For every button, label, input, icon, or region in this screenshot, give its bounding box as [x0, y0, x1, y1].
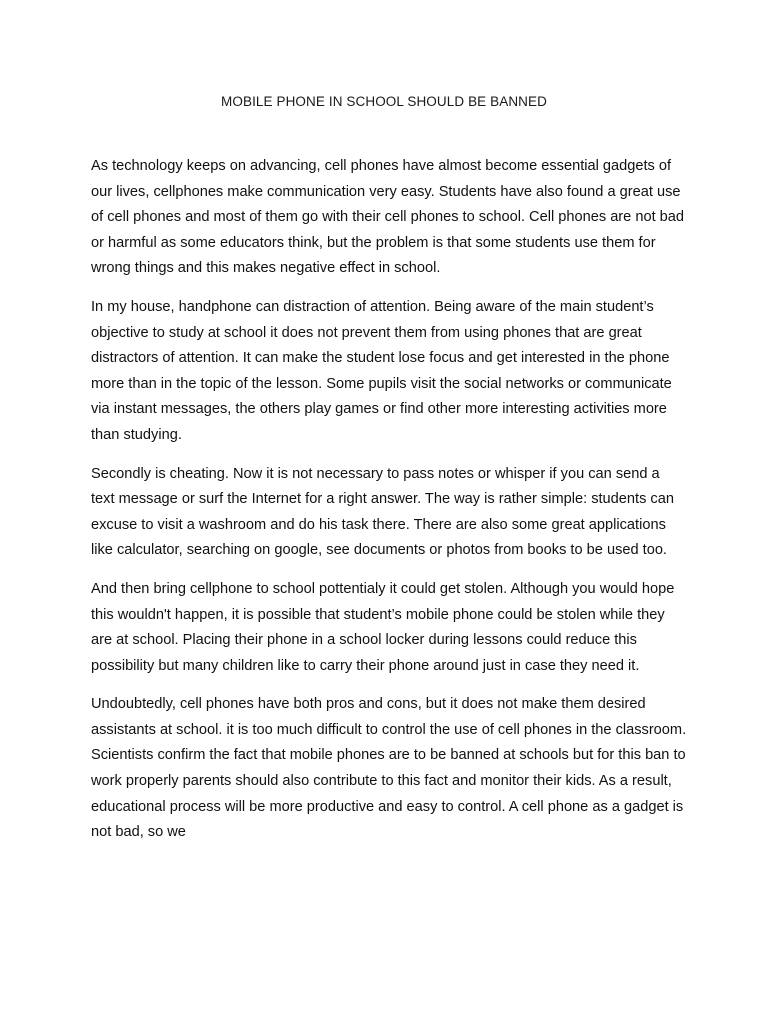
- document-body: [91, 154, 687, 859]
- document-title: MOBILE PHONE IN SCHOOL SHOULD BE BANNED: [221, 94, 547, 109]
- paragraph-theft: And then bring cellphone to school pottentialy it could get stolen. Although you would hope this wouldn't happen, it is possible that student’s mobile phone could be stolen while they are at school. Placing their phone in a school locker during lessons could reduce this possibility but many children like to carry their phone around just in case they need it.: [91, 580, 675, 674]
- paragraph-cheating: Secondly is cheating. Now it is not necessary to pass notes or whisper if you can send a text message or surf the Internet for a right answer. The way is rather simple: students can excuse to visit a washroom and do his task there. There are also some great applications like calculator, searching on google, see documents or photos from books to be used too.: [91, 465, 674, 559]
- paragraph-distraction: In my house, handphone can distraction of attention. Being aware of the main student’s objective to study at school it does not prevent them from using phones that are great distractors of attention. It can make the student lose focus and get interested in the phone more than in the topic of the lesson. Some pupils visit the social networks or communicate via instant messages, the others play games or find other more interesting activities more than studying.: [91, 298, 672, 443]
- paragraph-conclusion: Undoubtedly, cell phones have both pros and cons, but it does not make them desired assistants at school. it is too much difficult to control the use of cell phones in the classroom. Scientists confirm the fact that mobile phones are to be banned at schools but for this ban to work properly parents should also contribute to this fact and monitor their kids. As a result, educational process will be more productive and easy to control. A cell phone as a gadget is not bad, so we: [91, 696, 687, 841]
- paragraph-intro: As technology keeps on advancing, cell phones have almost become essential gadgets of our lives, cellphones make communication very easy. Students have also found a great use of cell phones and most of them go with their cell phones to school. Cell phones are not bad or harmful as some educators think, but the problem is that some students use them for wrong things and this makes negative effect in school.: [91, 158, 685, 277]
